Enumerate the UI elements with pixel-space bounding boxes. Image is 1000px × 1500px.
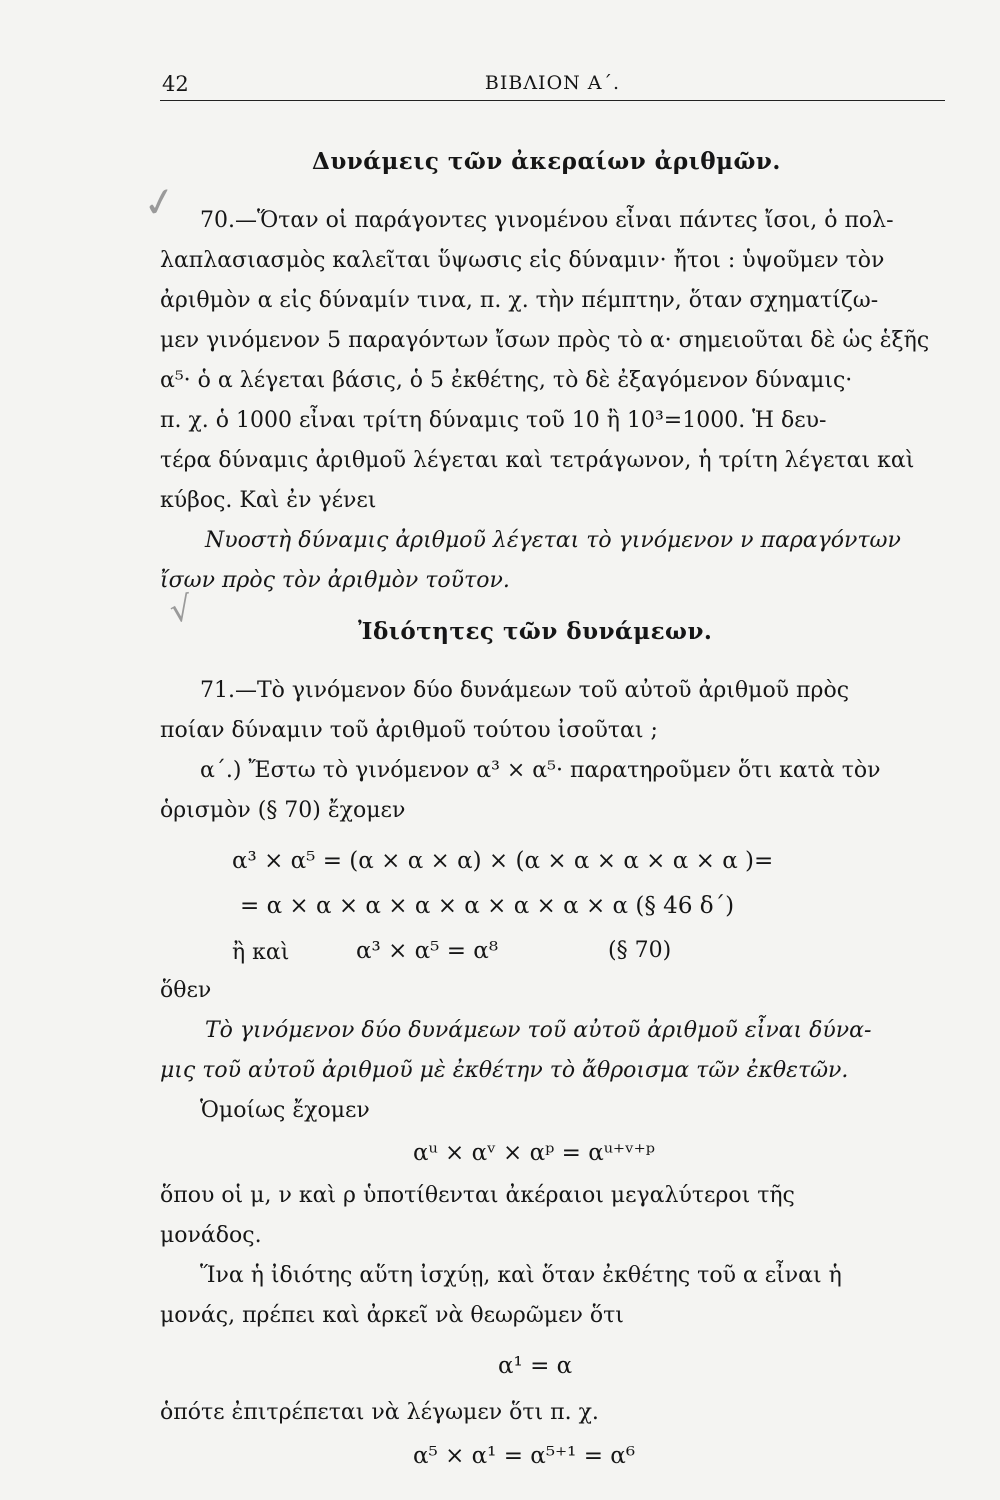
running-title: ΒΙΒΛΙΟΝ Α΄. xyxy=(484,72,621,94)
equation-3-ref: (§ 70) xyxy=(608,938,672,963)
section-heading-powers: Δυνάμεις τῶν ἀκεραίων ἀριθμῶν. xyxy=(312,148,781,175)
similarly-line: Ὁμοίως ἔχομεν xyxy=(200,1098,370,1123)
pencil-v-mark-icon: √ xyxy=(166,588,195,632)
whence-line: ὁπότε ἐπιτρέπεται νὰ λέγωμεν ὅτι π. χ. xyxy=(160,1400,599,1425)
paragraph-70-line: κύβος. Καὶ ἐν γένει xyxy=(160,488,377,513)
definition-line: ἴσων πρὸς τὸν ἀριθμὸν τοῦτον. xyxy=(160,568,510,593)
hence-label: ὅθεν xyxy=(160,978,212,1003)
paragraph-line: μονάς, πρέπει καὶ ἀρκεῖ νὰ θεωρῶμεν ὅτι xyxy=(160,1303,624,1328)
paragraph-70-line: μεν γινόμενον 5 παραγόντων ἴσων πρὸς τὸ α· σημειοῦται δὲ ὡς ἑξῆς xyxy=(160,328,930,353)
paragraph-line: μονάδος. xyxy=(160,1223,262,1248)
paragraph-70-line: 70.—Ὅταν οἱ παράγοντες γινομένου εἶναι πάντες ἴσοι, ὁ πολ- xyxy=(200,208,894,233)
paragraph-line: Ἵνα ἡ ἰδιότης αὕτη ἰσχύῃ, καὶ ὅταν ἐκθέτης τοῦ α εἶναι ἡ xyxy=(200,1263,842,1288)
equation-6: α⁵ × α¹ = α⁵⁺¹ = α⁶ xyxy=(413,1443,636,1469)
equation-3-prefix: ἢ καὶ xyxy=(232,940,290,965)
paragraph-70-line: ἀριθμὸν α εἰς δύναμίν τινα, π. χ. τὴν πέμπτην, ὅταν σχηματίζω- xyxy=(160,288,879,313)
paragraph-70-line: π. χ. ὁ 1000 εἶναι τρίτη δύναμις τοῦ 10 ἢ 10³=1000. Ἡ δευ- xyxy=(160,408,827,433)
rule-line: Τὸ γινόμενον δύο δυνάμεων τοῦ αὐτοῦ ἀριθμοῦ εἶναι δύνα- xyxy=(205,1018,872,1043)
pencil-check-mark-icon: ✓ xyxy=(139,177,181,229)
equation-2: = α × α × α × α × α × α × α × α (§ 46 δ΄) xyxy=(240,893,735,919)
page-number: 42 xyxy=(162,72,189,96)
paragraph-71-line: ποίαν δύναμιν τοῦ ἀριθμοῦ τούτου ἰσοῦται ; xyxy=(160,718,658,743)
paragraph-line: ὅπου οἱ μ, ν καὶ ρ ὑποτίθενται ἀκέραιοι μεγαλύτεροι τῆς xyxy=(160,1183,795,1208)
equation-1: α³ × α⁵ = (α × α × α) × (α × α × α × α × α )= xyxy=(232,848,774,874)
paragraph-71-line: 71.—Τὸ γινόμενον δύο δυνάμεων τοῦ αὐτοῦ ἀριθμοῦ πρὸς xyxy=(200,678,850,703)
paragraph-70-line: τέρα δύναμις ἀριθμοῦ λέγεται καὶ τετράγωνον, ἡ τρίτη λέγεται καὶ xyxy=(160,448,915,473)
equation-5: α¹ = α xyxy=(498,1353,573,1379)
equation-4: αᵘ × αᵛ × αᵖ = αᵘ⁺ᵛ⁺ᵖ xyxy=(413,1140,655,1166)
equation-3: α³ × α⁵ = α⁸ xyxy=(356,938,499,964)
rule-line: μις τοῦ αὐτοῦ ἀριθμοῦ μὲ ἐκθέτην τὸ ἄθροισμα τῶν ἐκθετῶν. xyxy=(160,1058,849,1083)
paragraph-70-line: α⁵· ὁ α λέγεται βάσις, ὁ 5 ἐκθέτης, τὸ δὲ ἐξαγόμενον δύναμις· xyxy=(160,368,853,393)
paragraph-70-line: λαπλασιασμὸς καλεῖται ὕψωσις εἰς δύναμιν· ἤτοι : ὑψοῦμεν τὸν xyxy=(160,248,885,273)
section-heading-properties: Ἰδιότητες τῶν δυνάμεων. xyxy=(358,618,713,645)
definition-line: Νυοστὴ δύναμις ἀριθμοῦ λέγεται τὸ γινόμενον ν παραγόντων xyxy=(205,528,901,553)
page-header xyxy=(160,68,945,101)
paragraph-71-line: ὁρισμὸν (§ 70) ἔχομεν xyxy=(160,798,406,823)
paragraph-71-line: α΄.) Ἔστω τὸ γινόμενον α³ × α⁵· παρατηροῦμεν ὅτι κατὰ τὸν xyxy=(200,758,881,783)
